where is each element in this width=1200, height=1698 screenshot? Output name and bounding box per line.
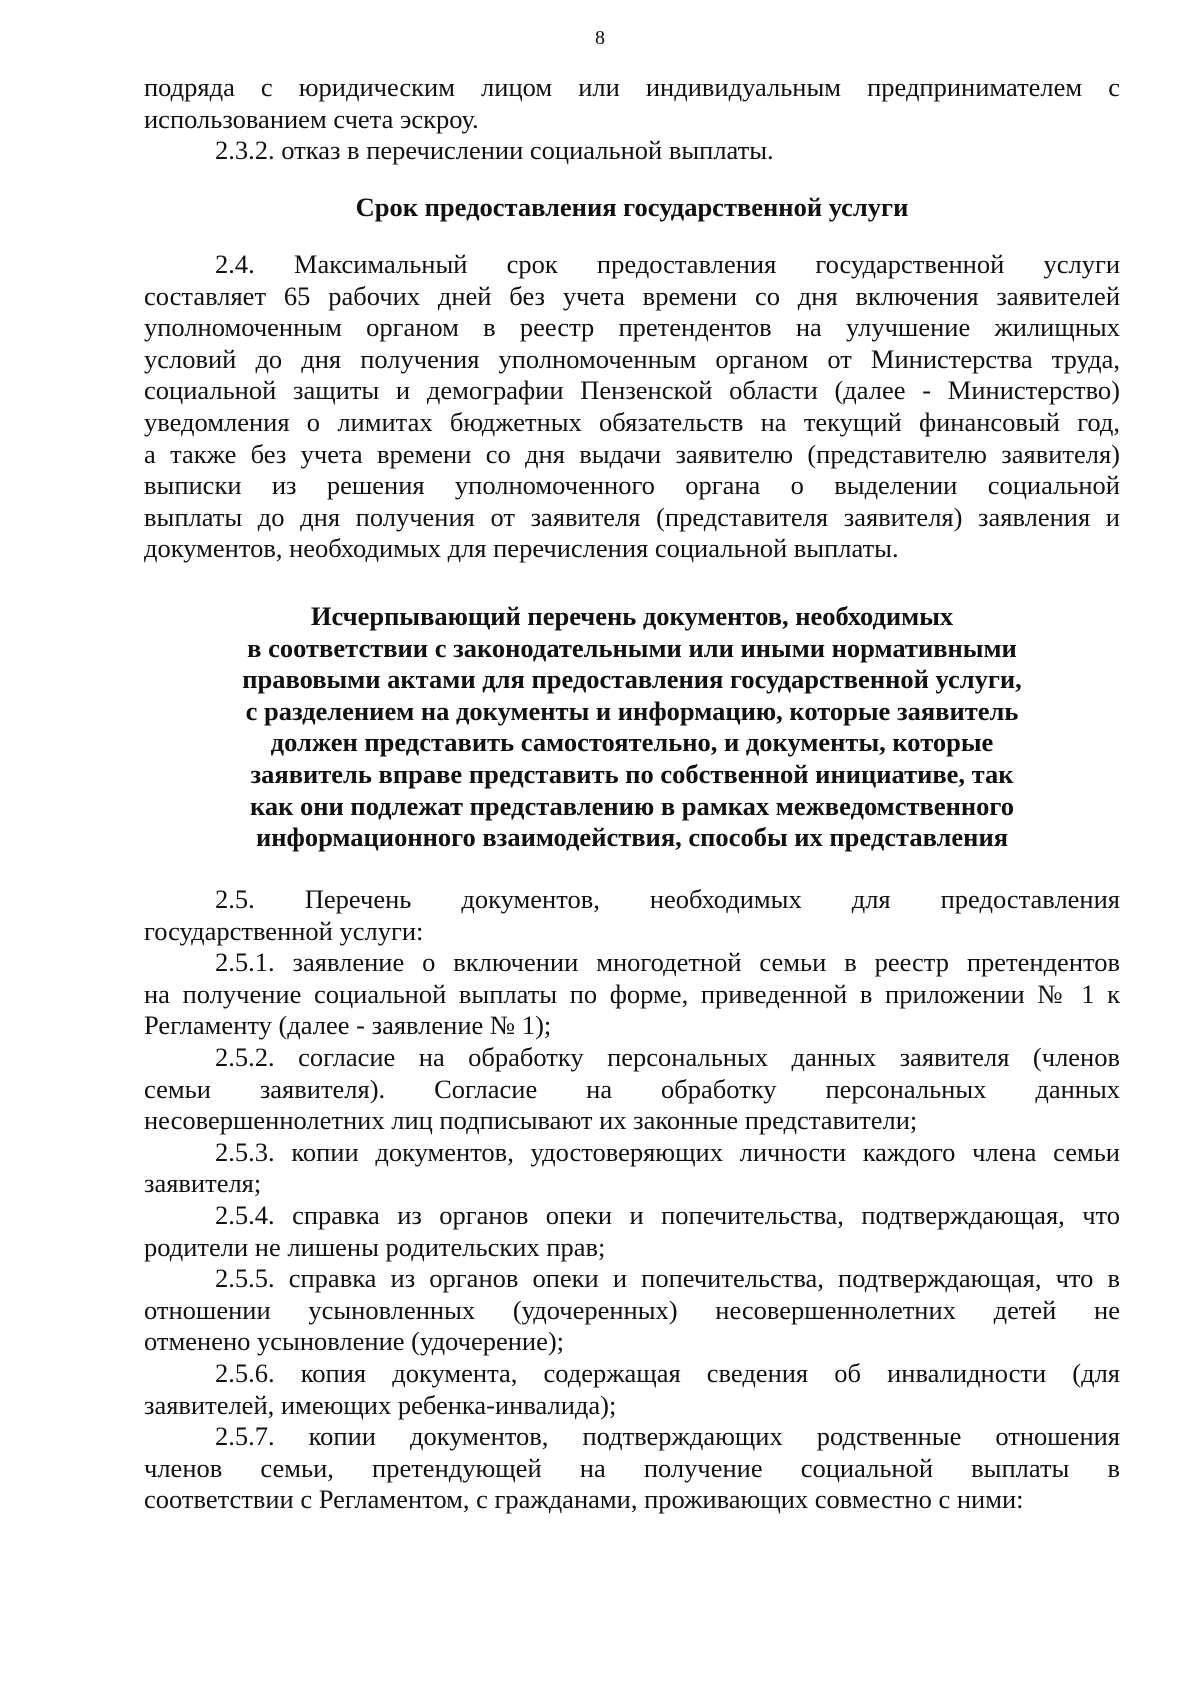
para-2-4-line-3: уполномоченным органом в реестр претендентов на улучшение жилищных <box>144 312 1120 343</box>
item-2-5-6-line-2: заявителей, имеющих ребенка-инвалида); <box>144 1389 617 1420</box>
para-2-5-line-1: 2.5. Перечень документов, необходимых для предоставления <box>215 884 1120 914</box>
intro-paragraph <box>144 72 1120 167</box>
item-2-5-1-line-1: 2.5.1. заявление о включении многодетной семьи в реестр претендентов <box>215 947 1120 978</box>
item-2-5-5-line-1: 2.5.5. справка из органов опеки и попечительства, подтверждающая, что в <box>215 1263 1120 1294</box>
para-2-4-line-6: уведомления о лимитах бюджетных обязательств на текущий финансовый год, <box>144 406 1120 437</box>
heading-docs-line-6: заявитель вправе представить по собственной инициативе, так <box>250 758 1014 789</box>
para-2-4-line-9: выплаты до дня получения от заявителя (представителя заявителя) заявления и <box>144 501 1120 532</box>
para-2-4-line-2: составляет 65 рабочих дней без учета времени со дня включения заявителей <box>144 280 1120 311</box>
item-2-5-7-line-2: членов семьи, претендующей на получение социальной выплаты в <box>144 1452 1120 1483</box>
paragraph-2-4 <box>144 249 1120 565</box>
item-2-5-2-line-1: 2.5.2. согласие на обработку персональных данных заявителя (членов <box>215 1041 1120 1072</box>
item-2-5-5-line-2: отношении усыновленных (удочеренных) несовершеннолетних детей не <box>144 1294 1120 1325</box>
item-2-3-2: 2.3.2. отказ в перечислении социальной выплаты. <box>215 135 774 166</box>
item-2-5-4-line-1: 2.5.4. справка из органов опеки и попечительства, подтверждающая, что <box>215 1199 1120 1230</box>
item-2-5-1-line-2: на получение социальной выплаты по форме, приведенной в приложении № 1 к <box>144 978 1120 1009</box>
item-2-5-6-line-1: 2.5.6. копия документа, содержащая сведения об инвалидности (для <box>215 1357 1120 1388</box>
item-2-5-1-line-3: Регламенту (далее - заявление № 1); <box>144 1010 552 1041</box>
item-2-5-4-line-2: родители не лишены родительских прав; <box>144 1231 606 1262</box>
item-2-5-2-line-2: семьи заявителя). Согласие на обработку персональных данных <box>144 1073 1120 1104</box>
para-2-5-line-2: государственной услуги: <box>144 915 424 946</box>
heading-docs-line-2: в соответствии с законодательными или иными нормативными <box>247 632 1017 663</box>
paragraph-2-5-list <box>144 884 1120 1516</box>
item-2-5-7-line-1: 2.5.7. копии документов, подтверждающих родственные отношения <box>215 1421 1120 1452</box>
item-2-5-5-line-3: отменено усыновление (удочерение); <box>144 1326 565 1357</box>
section-heading-term <box>144 192 1120 224</box>
para-2-4-line-4: условий до дня получения уполномоченным органом от Министерства труда, <box>144 343 1120 374</box>
heading-docs-line-3: правовыми актами для предоставления государственной услуги, <box>242 664 1022 695</box>
intro-line-2: использованием счета эскроу. <box>144 103 479 134</box>
heading-term-text: Срок предоставления государственной услуги <box>355 192 909 222</box>
para-2-4-line-1: 2.4. Максимальный срок предоставления государственной услуги <box>215 249 1120 279</box>
para-2-4-line-7: а также без учета времени со дня выдачи заявителю (представителю заявителя) <box>144 438 1120 469</box>
intro-line-1: подряда с юридическим лицом или индивидуальным предпринимателем с <box>144 72 1120 102</box>
item-2-5-7-line-3: соответствии с Регламентом, с гражданами, проживающих совместно с ними: <box>144 1484 1024 1515</box>
page-number: 8 <box>595 27 605 49</box>
item-2-5-2-line-3: несовершеннолетних лиц подписывают их законные представители; <box>144 1105 918 1136</box>
heading-docs-line-7: как они подлежат представлению в рамках межведомственного <box>250 790 1014 821</box>
para-2-4-line-8: выписки из решения уполномоченного органа о выделении социальной <box>144 470 1120 501</box>
item-2-5-3-line-1: 2.5.3. копии документов, удостоверяющих личности каждого члена семьи <box>215 1136 1120 1167</box>
heading-docs-line-8: информационного взаимодействия, способы их представления <box>255 822 1009 853</box>
para-2-4-line-5: социальной защиты и демографии Пензенской области (далее - Министерство) <box>144 375 1120 406</box>
heading-docs-line-4: с разделением на документы и информацию, которые заявитель <box>245 695 1019 726</box>
para-2-4-line-10: документов, необходимых для перечисления социальной выплаты. <box>144 533 899 564</box>
heading-docs-line-5: должен представить самостоятельно, и документы, которые <box>270 727 994 758</box>
item-2-5-3-line-2: заявителя; <box>144 1168 262 1199</box>
heading-docs-line-1: Исчерпывающий перечень документов, необходимых <box>310 601 954 631</box>
section-heading-documents <box>144 601 1120 854</box>
